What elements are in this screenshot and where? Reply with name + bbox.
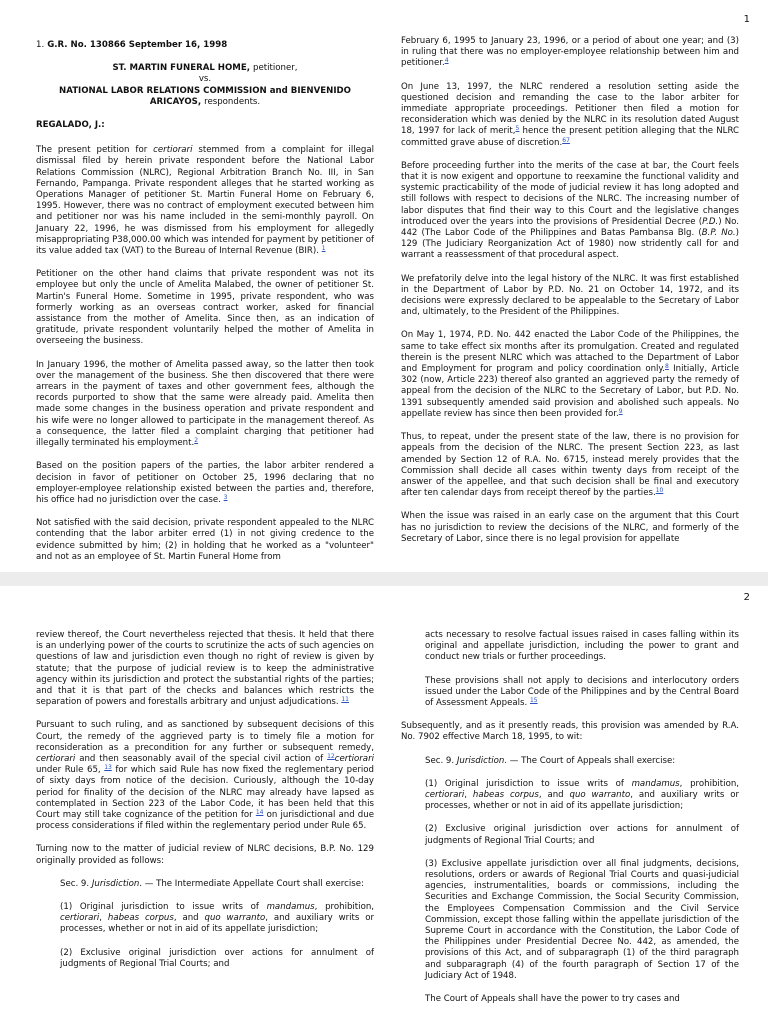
text-run: . — The Court of Appeals shall exercise: (504, 755, 676, 766)
petitioner-role: petitioner, (253, 63, 298, 74)
text-run: for which said Rule has now fixed the reglementary period of sixty days from notice of the decision. Curiously, although the 10-day period for finality of the decision of the NLRC may already have lapsed as contemplated in Section 223 of the Labor Code, it has been held that this Court may still take cognizance of the petition for (36, 765, 374, 821)
footnote-marker (530, 697, 538, 704)
paragraph (401, 511, 739, 545)
footnote-link[interactable]: 1 (321, 245, 326, 253)
paragraph (36, 360, 374, 450)
page-1-left-column (36, 36, 374, 572)
respondents-role: respondents. (204, 96, 261, 107)
text-run: , prohibition, (679, 778, 740, 789)
text-run: On June 13, 1997, the NLRC rendered a resolution setting aside the questioned decision and remanding the case to the labor arbiter for immediate appropriate proceedings. (401, 81, 739, 115)
text-run: The present petition for (36, 145, 154, 156)
paragraph (401, 36, 739, 70)
footnote-link[interactable]: 4 (444, 57, 449, 65)
page-number: 1 (743, 14, 750, 25)
footnote-marker (104, 764, 112, 771)
footnote-link[interactable]: 12 (327, 753, 335, 761)
paragraph (425, 756, 739, 767)
footnote-link[interactable]: 7 (566, 136, 570, 144)
text-run: Subsequently, and as it presently reads, this provision was amended by R.A. No. 7902 effective March 18, 1995, to wit: (401, 721, 739, 743)
text-run: , (464, 790, 473, 801)
italic-term: habeas corpus (472, 790, 539, 801)
footnote-link[interactable]: 14 (255, 809, 264, 817)
text-run: The Court of Appeals shall have the power to try cases and (425, 994, 680, 1005)
paragraph (60, 948, 374, 970)
text-run: Turning now to the matter of judicial review of NLRC decisions, B.P. No. 129 originally provided as follows: (36, 844, 374, 866)
footnote-link[interactable]: 5 (515, 125, 520, 133)
paragraph (36, 720, 374, 832)
text-run: , and auxiliary writs or processes, whether or not in aid of its appellate jurisdiction; (60, 913, 375, 935)
footnote-marker (322, 245, 326, 252)
text-run: Thus, to repeat, under the present state of the law, there is no provision for appeals from the decision of the NLRC. (401, 432, 739, 454)
italic-term: Jurisdiction (456, 755, 505, 766)
text-run: , and (173, 913, 205, 924)
text-run: on jurisdictional and due process considerations if filed within the reglementary period under Rule 65. (36, 810, 374, 832)
text-run: review thereof, the Court nevertheless rejected that thesis. It held that there is an underlying power of the courts to scrutinize the acts of such agencies on questions of law and jurisdiction even though no right of review is given by statute; that the purpose of judicial review is to keep the administrative agency within its jurisdiction and protect the substantial rights of the parties; and that it is that part of the checks and balances which restricts the separation of powers and forestalls arbitrary and unjust adjudications. (36, 630, 374, 708)
footnote-link[interactable]: 13 (104, 764, 112, 772)
paragraph-list (401, 36, 739, 545)
footnote-marker (194, 437, 198, 444)
paragraph-list (401, 630, 739, 1005)
footnote-marker (656, 487, 664, 494)
page-2-right-column (401, 630, 739, 1017)
footnote-marker (619, 408, 623, 415)
versus: vs. (198, 74, 212, 85)
text-run: acts necessary to resolve factual issues raised in cases falling within its original and appellate jurisdiction, including the power to grant and conduct new trials or further proceedings. (425, 630, 739, 663)
text-run: , and auxiliary writs or processes, whether or not in aid of its appellate jurisdiction; (425, 790, 740, 812)
italic-term: B.P. No. (701, 228, 736, 239)
paragraph (36, 518, 374, 563)
text-run: Pursuant to such ruling, and as sanctioned by subsequent decisions of this Court, the remedy of the aggrieved party is to timely file a motion for reconsideration as a precondition for any further or subsequent remedy, (36, 720, 374, 753)
paragraph (425, 630, 739, 664)
italic-term: certiorari (153, 145, 193, 156)
paragraph-list (36, 145, 374, 563)
italic-term: certiorari (334, 754, 374, 765)
paragraph (36, 269, 374, 347)
paragraph (425, 994, 739, 1005)
text-run: Sec. 9. (60, 878, 92, 889)
footnote-marker (224, 494, 228, 501)
text-run: Before proceeding further into the merits of the case at bar, the Court feels that it is now exigent and opportune to reexamine the functional validity and systemic practicability of the mode of judicial review it has long adopted and still follows with respect to decisions of the NLRC. The increasing number of labor disputes that find their way to this Court and the legislative changes introduced over the years into the provisions of Presidential Decree ( (401, 160, 739, 227)
paragraph (36, 145, 374, 257)
paragraph (401, 330, 739, 420)
text-run: Petitioner then filed a motion for reconsideration which was denied by the NLRC in its resolution dated August 18, 1997 for lack of merit, (401, 104, 739, 137)
text-run: Created and regulated therein is the present NLRC which was attached to the Department of Labor and Employment for program and policy coordination only. (401, 341, 739, 375)
text-run: , and (538, 790, 570, 801)
text-run: ) 129 (The Judiciary Reorganization Act of 1980) now stridently call for and warrant a reassessment of that procedural aspect. (401, 228, 739, 261)
text-run: These provisions shall not apply to decisions and interlocutory orders issued under the Labor Code of the Philippines and by the Central Board of Assessment Appeals. (425, 675, 739, 709)
case-heading (36, 40, 374, 51)
ponente: REGALADO, J.: (36, 120, 105, 131)
page-number: 2 (743, 592, 750, 603)
italic-term: mandamus (631, 778, 680, 789)
text-run: , (99, 913, 108, 924)
italic-term: P.D. (702, 216, 719, 227)
text-run: , prohibition, (314, 902, 375, 913)
italic-term: certiorari (425, 790, 465, 801)
text-run: Based on the position papers of the parties, the labor arbiter rendered a decision in favor of petitioner on October 25, 1996 declaring that no employer-employee relationship existed between the parties and, therefore, his office had no jurisdiction over the case. (36, 461, 374, 505)
paragraph (425, 859, 739, 982)
paragraph (36, 630, 374, 708)
paragraph (425, 676, 739, 710)
petitioner-name: ST. MARTIN FUNERAL HOME, (112, 63, 250, 74)
footnote-link[interactable]: 6 (562, 136, 567, 144)
paragraph (401, 274, 739, 319)
page-1-right-column (401, 36, 739, 557)
footnote-link[interactable]: 10 (655, 487, 664, 495)
page-separator (0, 572, 768, 586)
text-run: hence the present petition alleging that the NLRC committed grave abuse of discretion. (401, 126, 739, 148)
footnote-marker (445, 57, 449, 64)
text-run: In January 1996, the mother of Amelita passed away, so the latter then took over the management of the business. She then discovered that there were arrears in the payment of taxes and other government fees, although the records purported to show that the same were already paid. Amelita then made some changes in the business operation and private respondent and his wife were no longer allowed to participate in the management thereof. As a consequence, the latter filed a complaint charging that petitioner had illegally terminated his employment. (36, 359, 374, 449)
italic-term: certiorari (36, 754, 76, 765)
text-run: (1) Original jurisdiction to issue writs of (60, 902, 267, 913)
text-run: Initially, Article 302 (now, Article 223) thereof also granted an aggrieved party the remedy of appeal from the decision of the NLRC to the Secretary of Labor, but P.D. No. 1391 subsequently amended said provision and abolished such appeals. No appellate review has since then been provided for. (401, 364, 739, 419)
footnote-marker (566, 137, 570, 144)
page-2-left-column (36, 630, 374, 982)
text-run: Sec. 9. (425, 755, 457, 766)
text-run: under Rule 65, (36, 765, 105, 776)
italic-term: habeas corpus (107, 913, 174, 924)
footnote-link[interactable]: 9 (618, 407, 623, 415)
text-run: (2) Exclusive original jurisdiction over actions for annulment of judgments of Regional Trial Courts; and (425, 824, 739, 846)
paragraph (401, 432, 739, 499)
text-run: . — The Intermediate Appellate Court shall exercise: (139, 878, 364, 889)
case-number: G.R. No. 130866 September 16, 1998 (47, 40, 228, 50)
footnote-link[interactable]: 2 (194, 437, 199, 445)
paragraph (425, 779, 739, 813)
text-run: (3) Exclusive appellate jurisdiction over all final judgments, decisions, resolutions, orders or awards of Regional Trial Courts and quasi-judicial agencies, instrumentalities, boards or commissions, including the Securities and Exchange Commission, the Social Security Commission, the Employees Compensation Commission and the Civil Service Commission, except those falling within the appellate jurisdiction of the Supreme Court in accordance with the Constitution, the Labor Code of the Philippines under Presidential Decree No. 442, as amended, the provisions of this Act, and of subparagraph (1) of the third paragraph and subparagraph (4) of the fourth paragraph of Section 17 of the Judiciary Act of 1948. (425, 858, 739, 981)
footnote-link[interactable]: 8 (665, 363, 669, 371)
footnote-link[interactable]: 3 (223, 493, 228, 501)
paragraph (36, 844, 374, 866)
parties-caption (36, 63, 374, 108)
text-run: When the issue was raised in an early case on the argument that this Court has no jurisdiction to review the decisions of the NLRC, and formerly of the Secretary of Labor, since there is no legal provision for appellate (401, 511, 739, 544)
text-run: The present Section 223, as last amended by Section 12 of R.A. No. 6715, instead merely provides that the Commission shall decide all cases within twenty days from receipt of the answer of the appellee, and that such decision shall be final and executory after ten calendar days from receipt thereof by the parties. (401, 443, 739, 499)
case-index: 1. (36, 40, 45, 50)
paragraph (401, 721, 739, 743)
text-run: We prefatorily delve into the legal history of the NLRC. It was first established in the Department of Labor by P.D. No. 21 on October 14, 1972, and its decisions were expressly declared to be appealable to the Secretary of Labor and, ultimately, to the President of the Philippines. (401, 273, 739, 318)
text-run: Petitioner on the other hand claims that private respondent was not its employee but only the uncle of Amelita Malabed, the owner of petitioner St. Martin's Funeral Home. Sometime in 1995, private respondent, who was formerly working as an overseas contract worker, asked for financial assistance from the mother of Amelita. Since then, as an indication of gratitude, private respondent voluntarily helped the mother of Amelita in overseeing the business. (36, 269, 374, 347)
paragraph (60, 902, 374, 936)
text-run: February 6, 1995 to January 23, 1996, or a period of about one year; and (3) in ruling that there was no employer-employee relationship between him and petitioner. (401, 36, 739, 69)
page-2 (0, 586, 768, 1024)
paragraph-list (36, 630, 374, 970)
text-run: and then seasonably avail of the special civil action of (75, 754, 328, 765)
footnote-marker (327, 753, 335, 760)
paragraph (36, 461, 374, 506)
text-run: (1) Original jurisdiction to issue writs of (425, 778, 632, 789)
footnote-marker (341, 696, 349, 703)
text-run: Not satisfied with the said decision, private respondent appealed to the NLRC contending that the labor arbiter erred (1) in not giving credence to the evidence submitted by him; (2) in holding that he worked as a "volunteer" and not as an employee of St. Martin Funeral Home from (36, 518, 374, 562)
italic-term: quo warranto (204, 913, 266, 924)
italic-term: quo warranto (569, 790, 631, 801)
paragraph (401, 82, 739, 149)
paragraph (425, 824, 739, 846)
italic-term: Jurisdiction (91, 878, 140, 889)
text-run: (2) Exclusive original jurisdiction over actions for annulment of judgments of Regional Trial Courts; and (60, 947, 374, 969)
text-run: On May 1, 1974, P.D. No. 442 enacted the Labor Code of the Philippines, the same to take effect six months after its promulgation. (401, 330, 739, 352)
italic-term: mandamus (266, 902, 315, 913)
paragraph (60, 879, 374, 890)
text-run: stemmed from a complaint for illegal dismissal filed by herein private respondent before the National Labor Relations Commission (NLRC), Regional Arbitration Branch No. III, in San Fernando, Pampanga. Private respondent alleges that he started working as Operations Manager of petitioner St. Martin Funeral Home on February 6, 1995. However, there was no contract of employment executed between him and petitioner nor was his name included in the semi-monthly payroll. On January 22, 1996, he was dismissed from his employment for allegedly misappropriating P38,000.00 which was intended for payment by petitioner of its value added tax (VAT) to the Bureau of Internal Revenue (BIR). (36, 145, 374, 257)
text-run: ) No. 442 (The Labor Code of the Philippines and Batas Pambansa Blg. ( (401, 216, 739, 239)
footnote-link[interactable]: 15 (529, 697, 538, 705)
respondents-names: NATIONAL LABOR RELATIONS COMMISSION and BIENVENIDO ARICAYOS, (59, 85, 351, 107)
footnote-link[interactable]: 11 (341, 696, 349, 704)
italic-term: certiorari (60, 913, 100, 924)
paragraph (401, 161, 739, 262)
